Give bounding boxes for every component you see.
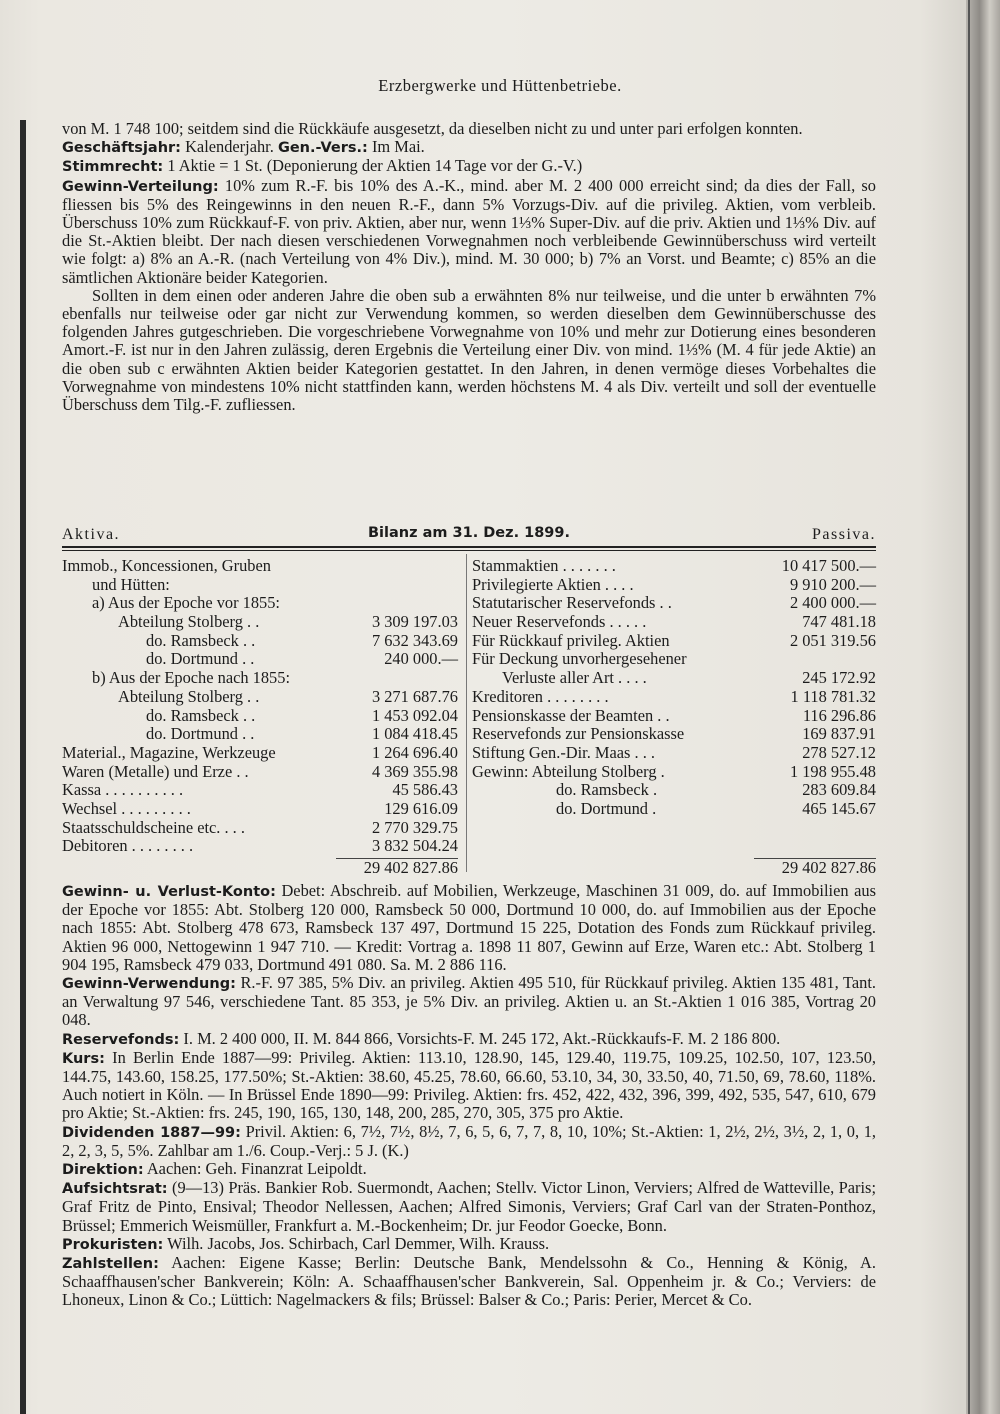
passiva-row-value: 169 837.91	[802, 724, 876, 744]
direktion-text: Aachen: Geh. Finanzrat Leipoldt.	[146, 1159, 367, 1179]
reservefonds-label: Reservefonds:	[62, 1031, 180, 1048]
passiva-row-value: 2 051 319.56	[789, 630, 876, 650]
passiva-row	[472, 594, 876, 613]
aktiva-row	[62, 763, 458, 782]
geschaeftsjahr-entry	[62, 138, 876, 157]
gv-konto-text: Debet: Abschreib. auf Mobilien, Werkzeuge, Maschinen 31 009, do. auf Immobilien aus der Epoche vor 1855: Abt. Stolberg 120 000, Ramsbeck 50 000, Dortmund 10 000, do. auf Immobilien aus der Epoche nach 1855: Abt. Stolberg 478 673, Ramsbeck 137 497, Dortmund 15 225, Dotation des Fonds zum Rückkauf privileg. Aktien 96 000, Nettogewinn 1 947 710. — Kredit: Vortrag a. 1898 11 807, Gewinn auf Erze, Waren etc.: Abt. Stolberg 1 904 195, Ramsbeck 479 033, Dortmund 491 080. Sa. M. 2 886 116.	[62, 881, 876, 974]
gen-vers-text: Im Mai.	[371, 137, 425, 157]
passiva-row-label: Statutarischer Reservefonds . .	[472, 593, 672, 613]
gv-konto-entry	[62, 882, 876, 974]
passiva-row-value: 747 481.18	[802, 612, 876, 632]
prokuristen-label: Prokuristen:	[62, 1236, 164, 1253]
gewinn-verwendung-label: Gewinn-Verwendung:	[62, 976, 236, 993]
aktiva-row	[62, 632, 458, 651]
aktiva-row-label: Debitoren . . . . . . . .	[62, 836, 194, 856]
aktiva-row	[62, 594, 458, 613]
aktiva-row-value: 4 369 355.98	[371, 761, 458, 781]
aktiva-row-label: und Hütten:	[92, 574, 170, 594]
aktiva-row-value: 240 000.—	[384, 649, 458, 669]
aktiva-row-value: 3 832 504.24	[371, 836, 458, 856]
aktiva-column	[62, 557, 458, 856]
aktiva-row	[62, 725, 458, 744]
aktiva-row	[62, 744, 458, 763]
dividenden-entry	[62, 1123, 876, 1160]
aktiva-row-label: b) Aus der Epoche nach 1855:	[92, 668, 290, 688]
reservefonds-text: I. M. 2 400 000, II. M. 844 866, Vorsichts-F. M. 245 172, Akt.-Rückkaufs-F. M. 2 186 800.	[183, 1028, 781, 1048]
aktiva-row-value: 1 084 418.45	[371, 724, 458, 744]
passiva-row	[472, 669, 876, 688]
aktiva-row	[62, 557, 458, 576]
passiva-row	[472, 632, 876, 651]
aktiva-row-label: Kassa . . . . . . . . . .	[62, 780, 184, 800]
aktiva-row-label: Waren (Metalle) und Erze . .	[62, 761, 249, 781]
gewinn-verwendung-text: R.-F. 97 385, 5% Div. an privileg. Aktien 495 510, für Rückkauf privileg. Aktien 135 481, Tant. an Verwaltung 97 546, verschiedene Tant. 85 353, je 5% Div. an privileg. Aktien u. an St.-Aktien 1 016 385, Vortrag 20 048.	[62, 973, 876, 1030]
aktiva-row	[62, 800, 458, 819]
aktiva-row-label: Abteilung Stolberg . .	[118, 686, 260, 706]
passiva-row	[472, 744, 876, 763]
gewinn-verteilung-text: 10% zum R.-F. bis 10% des A.-K., mind. aber M. 2 400 000 erreicht sind; da dies der Fall, so fliessen bis 5% des Reingewinns in den neuen R.-F., dann 5% Vorzugs-Div. auf die privileg. Aktien, vom verbleib. Überschuss 10% zum Rückkauf-F. von priv. Aktien, aber nur, wenn 1⅓% Super-Div. auf die priv. Aktien und 1⅓% Div. auf die St.-Aktien bleibt. Der nach diesen verschiedenen Vorwegnahmen noch verbleibende Gewinnüberschuss wird verteilt wie folgt: a) 8% an A.-R. (nach Verteilung von 4% Div.), mind. M. 30 000; b) 7% an Vorst. und Beamte; c) 85% an die sämtlichen Aktionäre beider Kategorien.	[62, 175, 876, 287]
prokuristen-text: Wilh. Jacobs, Jos. Schirbach, Carl Demmer, Wilh. Krauss.	[167, 1233, 550, 1253]
aktiva-row-value: 3 309 197.03	[371, 612, 458, 632]
intro-continuation: von M. 1 748 100; seitdem sind die Rückkäufe ausgesetzt, da dieselben nicht zu und unter pari erfolgen konnten.	[62, 119, 803, 138]
page-edge	[966, 0, 1000, 1414]
gewinn-verteilung-label: Gewinn-Verteilung:	[62, 178, 219, 195]
passiva-row	[472, 576, 876, 595]
sections-block	[62, 882, 876, 1310]
aktiva-row	[62, 650, 458, 669]
aktiva-row-label: a) Aus der Epoche vor 1855:	[92, 593, 280, 613]
aktiva-row-value: 7 632 343.69	[371, 630, 458, 650]
gen-vers-label: Gen.-Vers.:	[277, 140, 368, 157]
passiva-row-label: Pensionskasse der Beamten . .	[472, 705, 670, 725]
intro-block	[62, 120, 876, 414]
zahlstellen-entry	[62, 1254, 876, 1310]
aktiva-row	[62, 688, 458, 707]
aktiva-row-label: Wechsel . . . . . . . . .	[62, 798, 191, 818]
passiva-row-label: Privilegierte Aktien . . . .	[472, 574, 634, 594]
passiva-row	[472, 650, 876, 669]
passiva-row	[472, 557, 876, 576]
passiva-row	[472, 763, 876, 782]
passiva-row-value: 10 417 500.—	[781, 556, 876, 575]
passiva-row-label: Neuer Reservefonds . . . . .	[472, 612, 647, 632]
direktion-label: Direktion:	[62, 1162, 144, 1179]
balance-top-rule	[62, 546, 876, 548]
stimmrecht-entry	[62, 157, 876, 176]
aktiva-row-label: do. Ramsbeck . .	[146, 705, 256, 725]
reservefonds-entry	[62, 1030, 876, 1049]
gv-konto-label: Gewinn- u. Verlust-Konto:	[62, 884, 276, 900]
kurs-entry	[62, 1049, 876, 1123]
aktiva-row-label: Immob., Koncessionen, Gruben	[62, 556, 271, 575]
passiva-row-value: 245 172.92	[802, 668, 876, 688]
aktiva-row-label: do. Dortmund . .	[146, 724, 255, 744]
geschaeftsjahr-text: Kalenderjahr.	[185, 137, 274, 157]
aufsichtsrat-text: (9—13) Präs. Bankier Rob. Suermondt, Aachen; Stellv. Victor Linon, Verviers; Alfred de Watteville, Paris; Graf Fritz de Pinto, Ensival; Theodor Nellessen, Aachen; Alfred Simonis, Verviers; Graf Carl van der Straten-Ponthoz, Brüssel; Emmerich Weismüller, Frankfurt a. M.-Bockenheim; Dr. jur Feodor Goecke, Bonn.	[62, 1178, 876, 1235]
passiva-row-value: 1 118 781.32	[790, 686, 876, 706]
aktiva-row-value: 1 453 092.04	[371, 705, 458, 725]
aufsichtsrat-entry	[62, 1179, 876, 1235]
balance-sheet-header	[62, 526, 876, 546]
passiva-row-value: 465 145.67	[802, 798, 876, 818]
aktiva-label: Aktiva.	[62, 526, 121, 543]
passiva-row	[472, 688, 876, 707]
passiva-row	[472, 725, 876, 744]
aktiva-row	[62, 613, 458, 632]
gewinn-verwendung-entry	[62, 974, 876, 1030]
passiva-row	[472, 613, 876, 632]
aktiva-row	[62, 781, 458, 800]
aktiva-row-value: 45 586.43	[392, 780, 458, 800]
passiva-row-value: 278 527.12	[802, 742, 876, 762]
kurs-label: Kurs:	[62, 1050, 105, 1067]
zahlstellen-label: Zahlstellen:	[62, 1256, 159, 1273]
direktion-entry	[62, 1160, 876, 1179]
stimmrecht-label: Stimmrecht:	[62, 159, 164, 176]
aufsichtsrat-label: Aufsichtsrat:	[62, 1181, 168, 1198]
passiva-row-label: Kreditoren . . . . . . . .	[472, 686, 609, 706]
running-header: Erzbergwerke und Hüttenbetriebe.	[378, 76, 622, 95]
passiva-column	[472, 557, 876, 819]
dividenden-label: Dividenden 1887—99:	[62, 1124, 241, 1141]
passiva-row-label: Für Deckung unvorhergesehener	[472, 649, 687, 669]
balance-sheet-title: Bilanz am 31. Dez. 1899.	[368, 525, 570, 541]
aktiva-row-label: do. Dortmund . .	[146, 649, 255, 669]
binding-strip	[20, 120, 26, 1414]
passiva-row-value: 116 296.86	[802, 705, 876, 725]
geschaeftsjahr-label: Geschäftsjahr:	[62, 140, 181, 157]
zahlstellen-text: Aachen: Eigene Kasse; Berlin: Deutsche Bank, Mendelssohn & Co., Henning & König, A. Schaaffhausen'scher Bankverein; Köln: A. Schaaffhausen'scher Bankverein, Sal. Oppenheim jr. & Co.; Verviers: de Lhoneux, Linon & Co.; Lüttich: Nagelmackers & fils; Brüssel: Balser & Co.; Paris: Perier, Mercet & Co.	[62, 1253, 876, 1310]
passiva-row-label: Für Rückkauf privileg. Aktien	[472, 630, 670, 650]
passiva-row-label: Gewinn: Abteilung Stolberg .	[472, 761, 665, 781]
passiva-row-label: Reservefonds zur Pensionskasse	[472, 724, 685, 744]
passiva-row-value: 9 910 200.—	[789, 574, 876, 594]
passiva-row-label: Stammaktien . . . . . . .	[472, 556, 616, 575]
aktiva-row-label: do. Ramsbeck . .	[146, 630, 256, 650]
prokuristen-entry	[62, 1235, 876, 1254]
passiva-row-label: do. Dortmund .	[556, 798, 657, 818]
aktiva-total: 29 402 827.86	[363, 858, 458, 877]
kurs-text: In Berlin Ende 1887—99: Privileg. Aktien: 113.10, 128.90, 145, 129.40, 119.75, 109.25, 102.50, 107, 123.50, 144.75, 143.60, 158.25, 177.50%; St.-Aktien: 38.60, 45.25, 78.60, 66.60, 53.10, 34, 30, 33.50, 40, 71.50, 69, 78.60, 118%. Auch notiert in Köln. — In Brüssel Ende 1890—99: Privileg. Aktien: frs. 452, 422, 432, 396, 399, 492, 535, 547, 610, 679 pro Aktie; St.-Aktien: frs. 245, 190, 165, 130, 148, 200, 285, 270, 305, 375 pro Aktie.	[62, 1047, 876, 1123]
aktiva-row	[62, 576, 458, 595]
passiva-row	[472, 800, 876, 819]
passiva-row	[472, 707, 876, 726]
passiva-row-label: do. Ramsbeck .	[556, 780, 658, 800]
aktiva-row-value: 1 264 696.40	[371, 742, 458, 762]
page-edge-line	[968, 0, 970, 1414]
passiva-row-value: 2 400 000.—	[789, 593, 876, 613]
balance-top-rule-thin	[62, 550, 876, 551]
balance-divider	[466, 554, 467, 872]
passiva-total: 29 402 827.86	[781, 858, 876, 877]
passiva-row	[472, 781, 876, 800]
aktiva-row-label: Material., Magazine, Werkzeuge	[62, 742, 276, 762]
dividenden-text: Privil. Aktien: 6, 7½, 7½, 8½, 7, 6, 5, 6, 7, 7, 8, 10, 10%; St.-Aktien: 1, 2½, 2½, 3½, 2, 1, 0, 1, 2, 2, 3, 5, 5%. Zahlbar am 1./6. Coup.-Verj.: 5 J. (K.)	[62, 1121, 876, 1160]
aktiva-row-value: 3 271 687.76	[371, 686, 458, 706]
passiva-row-value: 1 198 955.48	[789, 761, 876, 781]
aktiva-row	[62, 819, 458, 838]
passiva-row-label: Stiftung Gen.-Dir. Maas . . .	[472, 742, 656, 762]
aktiva-row	[62, 837, 458, 856]
gewinn-verteilung-entry	[62, 177, 876, 287]
aktiva-row-value: 2 770 329.75	[371, 817, 458, 837]
stimmrecht-text: 1 Aktie = 1 St. (Deponierung der Aktien 14 Tage vor der G.-V.)	[167, 156, 583, 176]
passiva-label: Passiva.	[812, 526, 876, 543]
aktiva-row-value: 129 616.09	[384, 798, 458, 818]
aktiva-row-label: Abteilung Stolberg . .	[118, 612, 260, 632]
passiva-row-value: 283 609.84	[802, 780, 876, 800]
aktiva-row	[62, 707, 458, 726]
gewinn-verteilung-paragraph-2: Sollten in dem einen oder anderen Jahre die oben sub a erwähnten 8% nur teilweise, und die unter b erwähnten 7% ebenfalls nur teilweise oder gar nicht zur Verwendung kommen, so werden dieselben dem Gewinnüberschusse des folgenden Jahres gutgeschrieben. Die vorgeschriebene Vorwegnahme von 10% und mehr zur Dotierung eines besonderen Amort.-F. ist nur in den Jahren zulässig, deren Ergebnis die Verteilung einer Div. von mind. 1⅓% (M. 4 für jede Aktie) an die oben sub c erwähnten Aktien beider Kategorien gestattet. In den Jahren, in denen vermöge dieses Vorbehaltes die Vorwegnahme von mindestens 10% nicht stattfinden kann, werden höchstens M. 4 als Div. verteilt und soll der eventuelle Überschuss dem Tilg.-F. zufliessen.	[62, 285, 876, 415]
aktiva-row-label: Staatsschuldscheine etc. . . .	[62, 817, 245, 837]
aktiva-row	[62, 669, 458, 688]
passiva-row-label: Verluste aller Art . . . .	[502, 668, 647, 688]
